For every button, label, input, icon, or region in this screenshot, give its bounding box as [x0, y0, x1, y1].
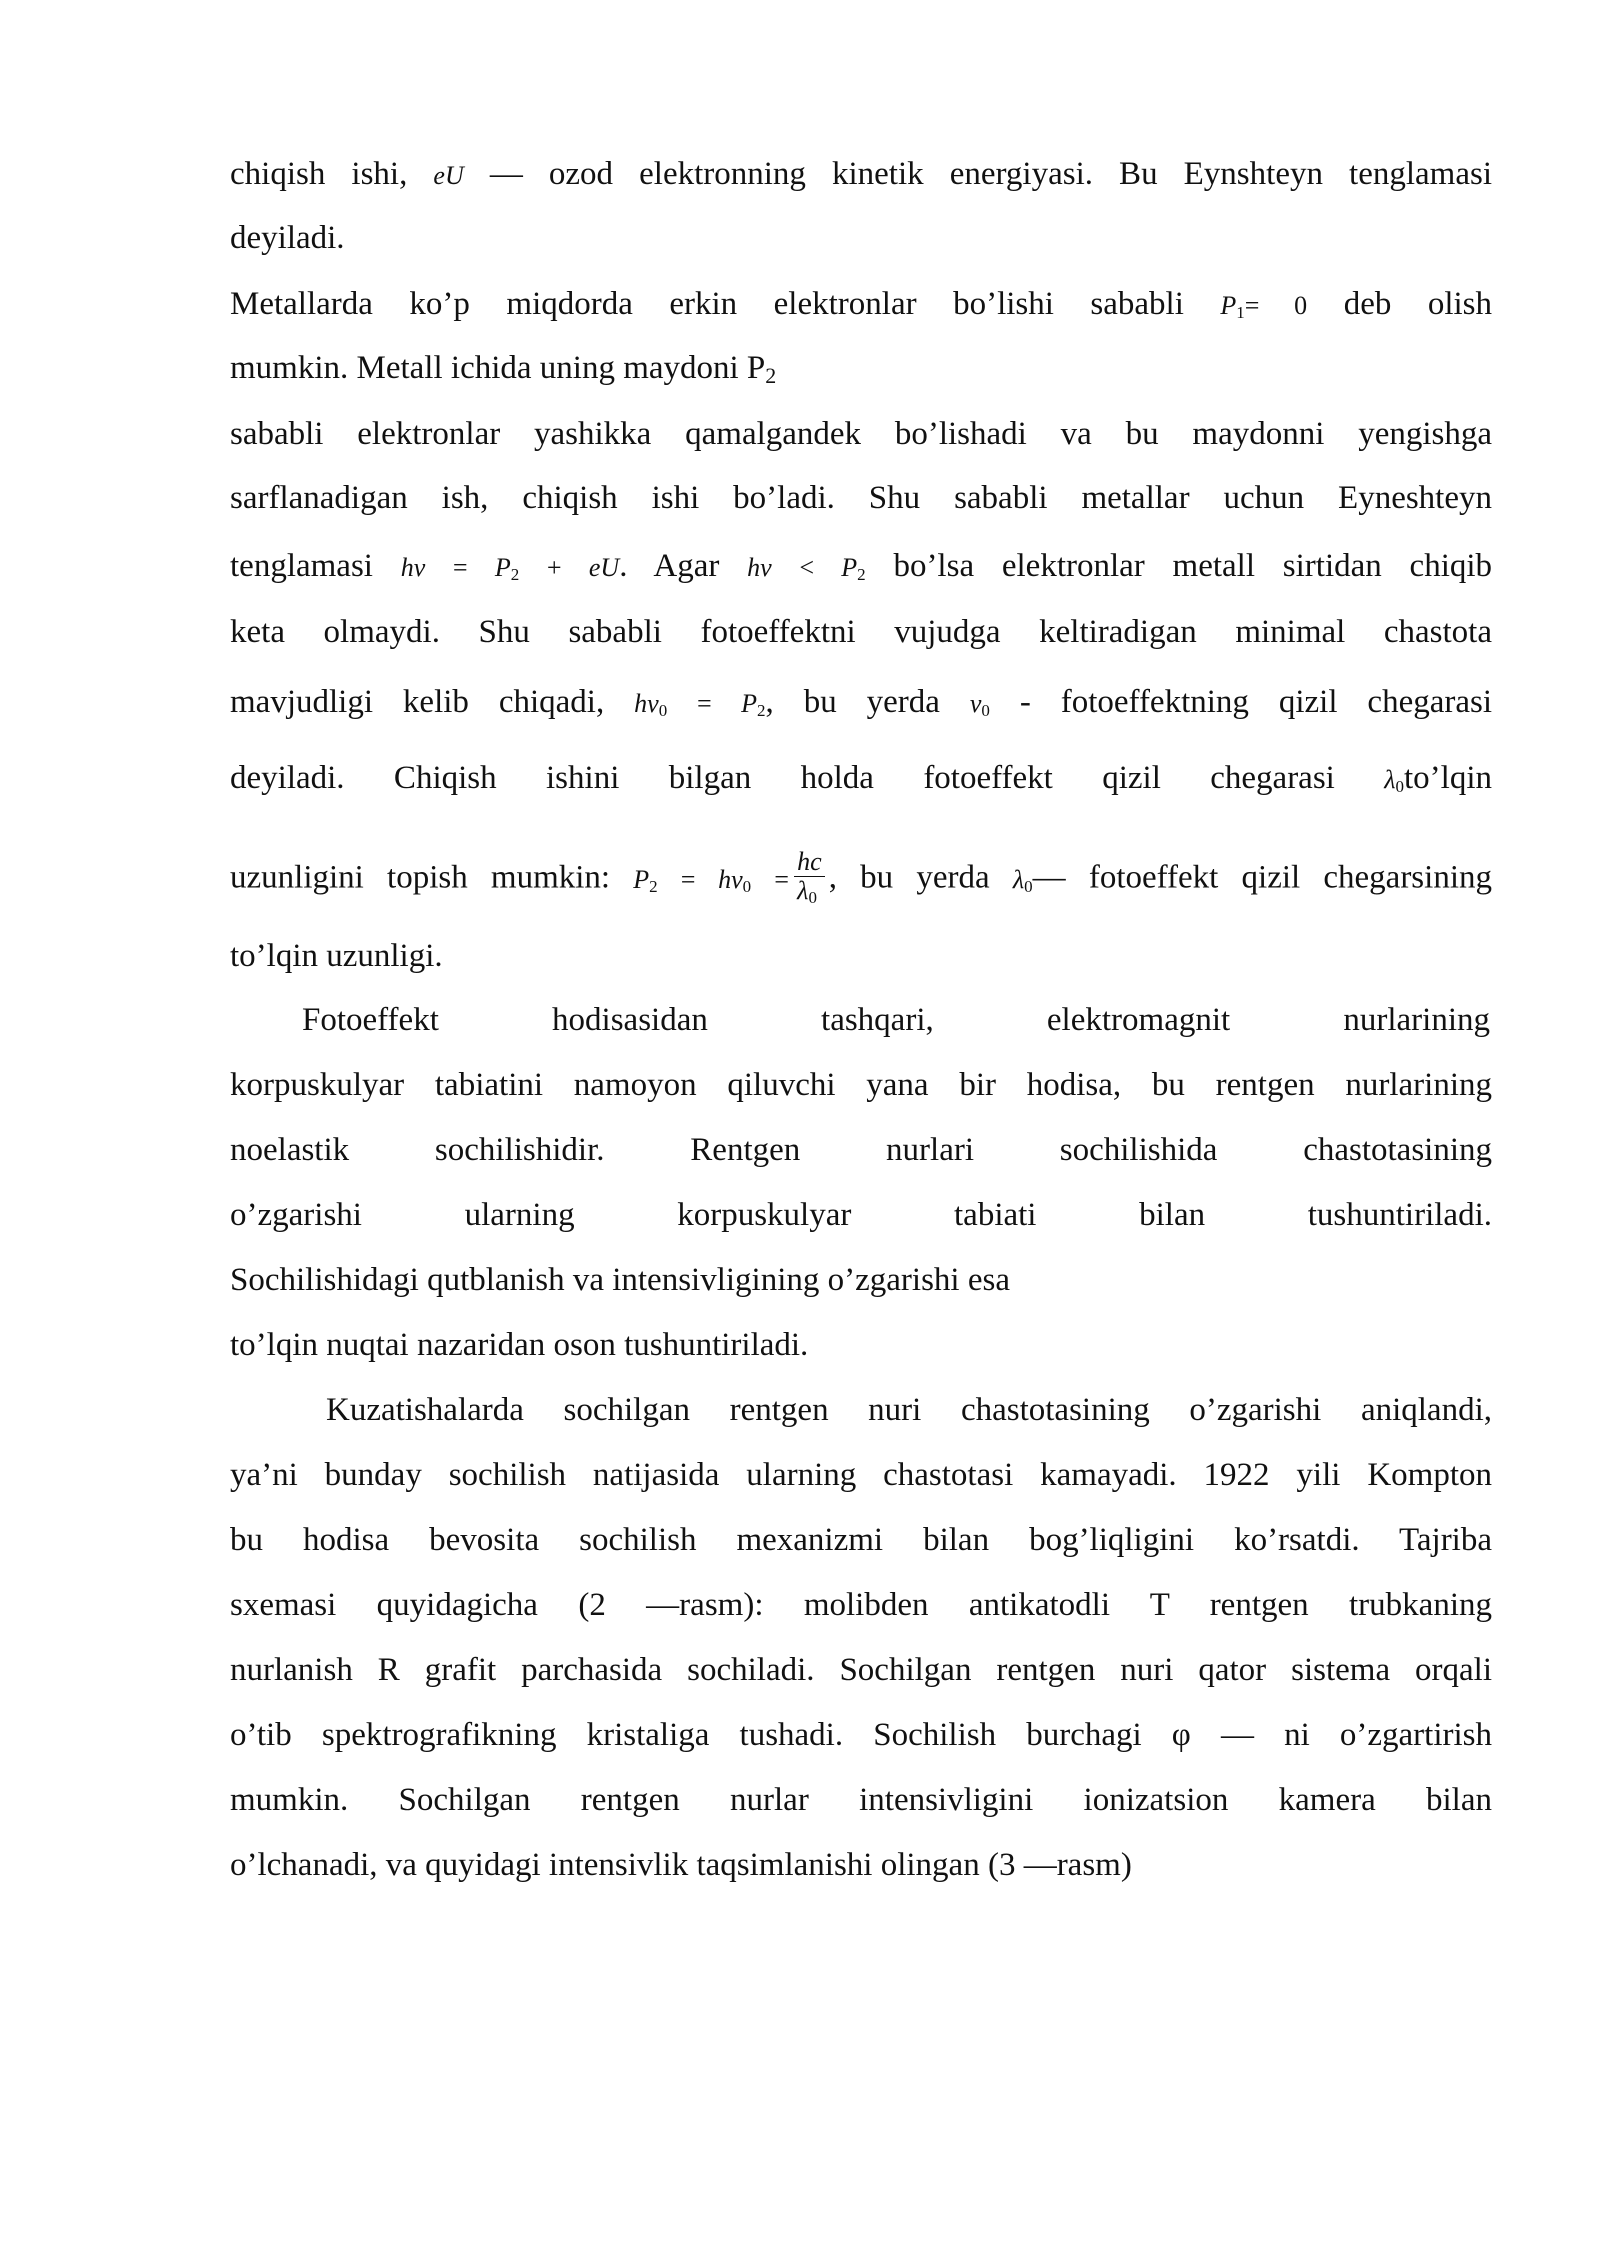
- text-line: o’tib spektrografikning kristaliga tushadi. Sochilish burchagi φ — ni o’zgartirish: [230, 1717, 1492, 1753]
- text-segment: chiqish ishi,: [230, 156, 408, 192]
- text-line: [230, 346, 1492, 390]
- text-line: to’lqin uzunligi.: [230, 938, 443, 974]
- text-segment: uzunligini topish mumkin:: [230, 859, 611, 896]
- text-line: [230, 152, 1492, 196]
- text-line: Kuzatishalarda sochilgan rentgen nuri chastotasining o’zgarishi aniqlandi,: [326, 1392, 1492, 1428]
- text-line: sxemasi quyidagicha (2 —rasm): molibden antikatodli T rentgen trubkaning: [230, 1587, 1492, 1623]
- text-line: o’lchanadi, va quyidagi intensivlik taqsimlanishi olingan (3 —rasm): [230, 1847, 1132, 1883]
- text-line: to’lqin nuqtai nazaridan oson tushuntiriladi.: [230, 1327, 809, 1363]
- text-segment: , bu yerda: [828, 859, 990, 896]
- formula-p1-zero: $P_1= 0$: [1220, 291, 1308, 322]
- text-line: [230, 544, 1492, 588]
- formula-einstein: $h\nu = P_2$ + eU: [400, 553, 620, 584]
- formula-lambda0: $\lambda_0$: [1012, 864, 1033, 896]
- text-line: [230, 847, 1492, 907]
- formula-lambda0: $\lambda_0to’lqin$: [1384, 760, 1492, 796]
- text-segment: ,: [765, 684, 774, 720]
- text-line: mumkin. Sochilgan rentgen nurlar intensivligini ionizatsion kamera bilan: [230, 1782, 1492, 1818]
- text-segment: mumkin. Metall ichida uning maydoni P: [230, 350, 766, 386]
- text-line: Sochilishidagi qutblanish va intensivligining o’zgarishi esa: [230, 1262, 1010, 1298]
- text-segment: - fotoeffektning qizil chegarasi: [1019, 684, 1493, 720]
- text-segment: tenglamasi: [230, 548, 373, 584]
- text-line: noelastik sochilishidir. Rentgen nurlari sochilishida chastotasining: [230, 1132, 1492, 1168]
- text-line: deyiladi.: [230, 220, 345, 256]
- text-line: sababli elektronlar yashikka qamalgandek bo’lishadi va bu maydonni yengishga: [230, 416, 1492, 452]
- formula-p2-hv0: $P_2 = h\nu_0$ =: [633, 864, 791, 896]
- text-segment: deyiladi. Chiqish ishini bilgan holda fotoeffekt qizil chegarasi: [230, 760, 1335, 796]
- text-line: bu hodisa bevosita sochilish mexanizmi bilan bog’liqligini ko’rsatdi. Tajriba: [230, 1522, 1492, 1558]
- subscript: 2: [765, 363, 777, 388]
- text-line: korpuskulyar tabiatini namoyon qiluvchi yana bir hodisa, bu rentgen nurlarining: [230, 1067, 1492, 1103]
- text-line: sarflanadigan ish, chiqish ishi bo’ladi. Shu sababli metallar uchun Eyneshteyn: [230, 480, 1492, 516]
- text-line: keta olmaydi. Shu sababli fotoeffektni vujudga keltiradigan minimal chastota: [230, 614, 1492, 650]
- formula-eU: eU: [433, 161, 464, 190]
- text-line: [230, 680, 1492, 724]
- text-line: Fotoeffekt hodisasidan tashqari, elektromagnit nurlarining: [302, 1002, 1490, 1038]
- text-segment: bu yerda: [803, 684, 940, 720]
- formula-v0: $\nu_0$: [969, 689, 990, 720]
- text-segment: Metallarda ko’p miqdorda erkin elektronlar bo’lishi sababli: [230, 286, 1184, 322]
- text-line: [230, 756, 1492, 800]
- formula-hv0-p2: $h\nu_0 = P_2$: [634, 689, 766, 720]
- text-segment: — ozod elektronning kinetik energiyasi. Bu Eynshteyn tenglamasi: [489, 156, 1492, 192]
- text-line: ya’ni bunday sochilish natijasida ularning chastotasi kamayadi. 1922 yili Kompton: [230, 1457, 1492, 1493]
- fraction-hc-over-lambda0: $\frac{hc}{\lambda_0}$: [794, 848, 825, 912]
- text-segment: deb olish: [1343, 286, 1493, 322]
- formula-hv-less-p2: $h\nu < P_2$: [747, 553, 866, 584]
- text-line: [230, 282, 1492, 326]
- text-segment: bo’lsa elektronlar metall sirtidan chiqib: [893, 548, 1493, 584]
- text-line: o’zgarishi ularning korpuskulyar tabiati bilan tushuntiriladi.: [230, 1197, 1492, 1233]
- text-segment: . Agar: [619, 548, 720, 584]
- text-segment: mavjudligi kelib chiqadi,: [230, 684, 605, 720]
- text-segment: — fotoeffekt qizil chegarsining: [1032, 859, 1492, 896]
- text-line: nurlanish R grafit parchasida sochiladi. Sochilgan rentgen nuri qator sistema orqali: [230, 1652, 1492, 1688]
